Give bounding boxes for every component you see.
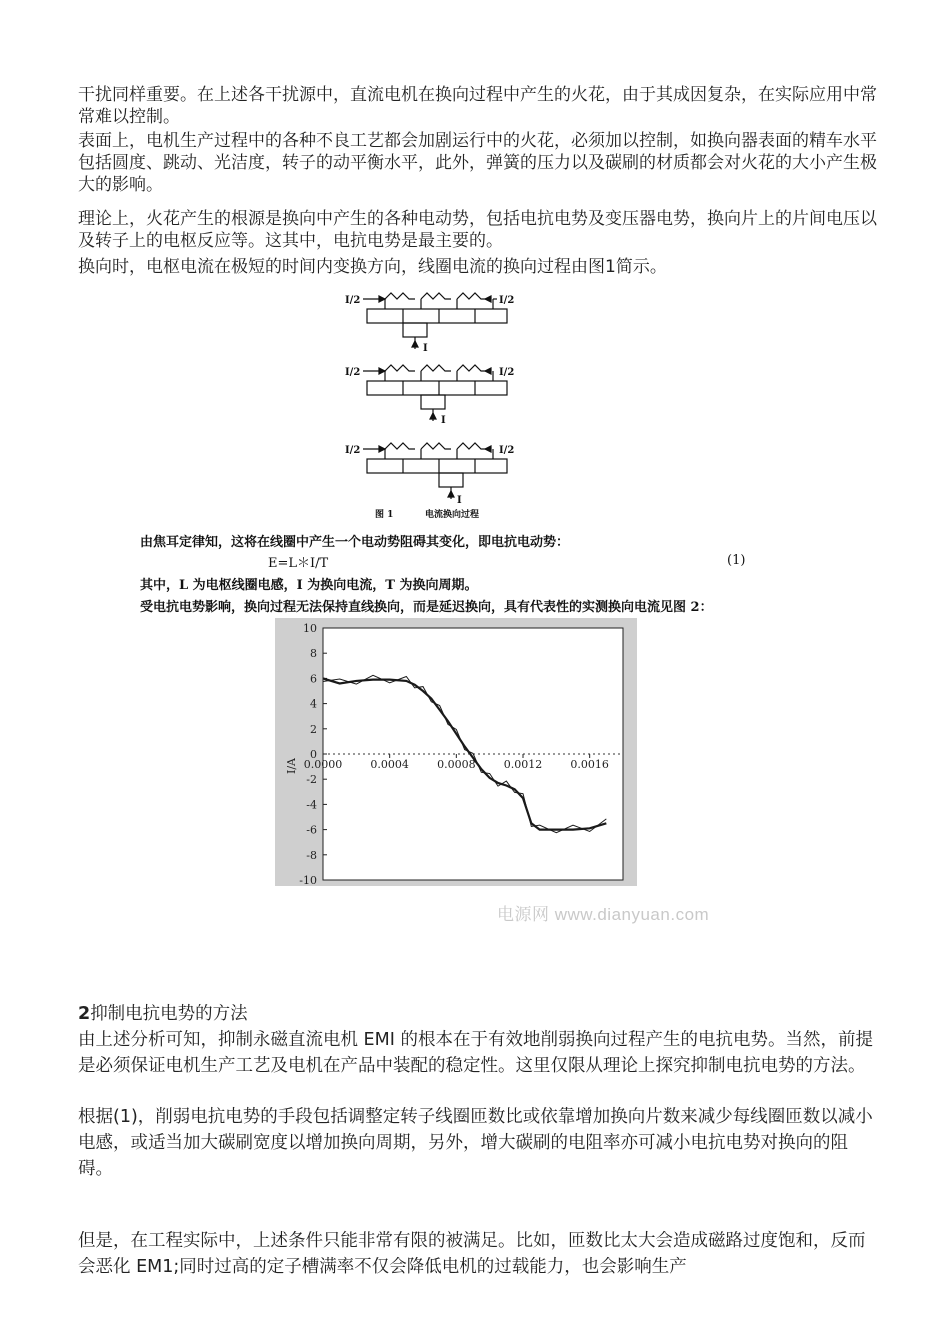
section-number: 2 bbox=[78, 1004, 91, 1024]
y-tick-label: -8 bbox=[306, 848, 317, 862]
paragraph-4: 换向时，电枢电流在极短的时间内变换方向，线圈电流的换向过程由图1简示。 bbox=[78, 257, 667, 277]
section-heading bbox=[78, 1000, 248, 1025]
section-paragraph-3: 但是，在工程实际中，上述条件只能非常有限的被满足。比如，匝数比太大会造成磁路过度饱和，反而会恶化 EM1;同时过高的定子槽满率不仅会降低电机的过载能力，也会影响生产 bbox=[78, 1231, 866, 1277]
commutation-diagram-svg bbox=[345, 287, 525, 522]
watermark: 电源网 www.dianyuan.com bbox=[497, 905, 710, 924]
x-tick-label: 0.0008 bbox=[437, 758, 476, 771]
y-tick-label: 6 bbox=[310, 672, 317, 686]
figure-1-caption-number: 图 1 bbox=[375, 510, 394, 520]
right-current-label: I/2 bbox=[499, 295, 515, 306]
left-current-label: I/2 bbox=[345, 445, 361, 456]
figure-1-caption-text: 电流换向过程 bbox=[425, 510, 480, 520]
figure-1-commutation-diagram bbox=[345, 287, 525, 522]
commutation-current-chart bbox=[275, 618, 637, 886]
y-tick-label: 8 bbox=[310, 647, 317, 661]
commutated-current-label: I bbox=[423, 343, 428, 354]
section-paragraph-1: 由上述分析可知，抑制永磁直流电机 EMI 的根本在于有效地削弱换向过程产生的电抗电势。当然，前提是必须保证电机生产工艺及电机在产品中装配的稳定性。这里仅限从理论上探究抑制电抗电势的方法。 bbox=[78, 1030, 873, 1076]
equation: E=L＊I/T bbox=[268, 556, 329, 571]
left-current-label: I/2 bbox=[345, 367, 361, 378]
scan-line-where: 其中，L 为电枢线圈电感，I 为换向电流，T 为换向周期。 bbox=[140, 578, 478, 593]
commutation-stage-3 bbox=[345, 443, 514, 506]
paragraph-2: 表面上，电机生产过程中的各种不良工艺都会加剧运行中的火花，必须加以控制，如换向器表面的精车水平包括圆度、跳动、光洁度，转子的动平衡水平，此外，弹簧的压力以及碳刷的材质都会对火花的大小产生极大的影响。 bbox=[78, 131, 877, 195]
y-tick-label: -2 bbox=[306, 773, 317, 787]
commutated-current-label: I bbox=[457, 495, 462, 506]
left-current-label: I/2 bbox=[345, 295, 361, 306]
commutation-stage-1 bbox=[345, 293, 514, 354]
x-tick-label: 0.0016 bbox=[570, 758, 609, 771]
y-tick-label: 0 bbox=[310, 748, 317, 761]
commutation-stage-2 bbox=[345, 365, 514, 426]
x-tick-label: 0.0000 bbox=[303, 758, 343, 771]
paragraph-3: 理论上，火花产生的根源是换向中产生的各种电动势，包括电抗电势及变压器电势，换向片上的片间电压以及转子上的电枢反应等。这其中，电抗电势是最主要的。 bbox=[78, 209, 877, 251]
y-tick-label: -6 bbox=[306, 823, 317, 837]
paragraph-1: 干扰同样重要。在上述各干扰源中，直流电机在换向过程中产生的火花，由于其成因复杂，在实际应用中常常难以控制。 bbox=[78, 85, 877, 127]
scan-line-reactance: 受电抗电势影响，换向过程无法保持直线换向，而是延迟换向，具有代表性的实测换向电流见图 2： bbox=[140, 600, 713, 615]
right-current-label: I/2 bbox=[499, 367, 515, 378]
figure-2-chart bbox=[275, 618, 637, 886]
y-axis-label: I/A bbox=[285, 758, 298, 774]
equation-number: (1) bbox=[727, 553, 746, 568]
right-current-label: I/2 bbox=[499, 445, 515, 456]
section-paragraph-2: 根据(1)，削弱电抗电势的手段包括调整定转子线圈匝数比或依靠增加换向片数来减少每线圈匝数以减小电感，或适当加大碳刷宽度以增加换向周期，另外，增大碳刷的电阻率亦可减小电抗电势对换向的阻碍。 bbox=[78, 1107, 873, 1179]
x-tick-label: 0.0012 bbox=[503, 758, 543, 771]
scan-line-joule: 由焦耳定律知，这将在线圈中产生一个电动势阻碍其变化，即电抗电动势： bbox=[140, 535, 570, 550]
commutated-current-label: I bbox=[441, 415, 446, 426]
x-tick-label: 0.0004 bbox=[370, 758, 409, 771]
y-tick-label: -4 bbox=[306, 798, 317, 812]
y-tick-label: 10 bbox=[303, 622, 317, 635]
y-tick-label: -10 bbox=[299, 874, 317, 886]
y-tick-label: 4 bbox=[310, 697, 317, 711]
y-tick-label: 2 bbox=[310, 722, 317, 736]
section-title: 抑制电抗电势的方法 bbox=[90, 1004, 248, 1024]
